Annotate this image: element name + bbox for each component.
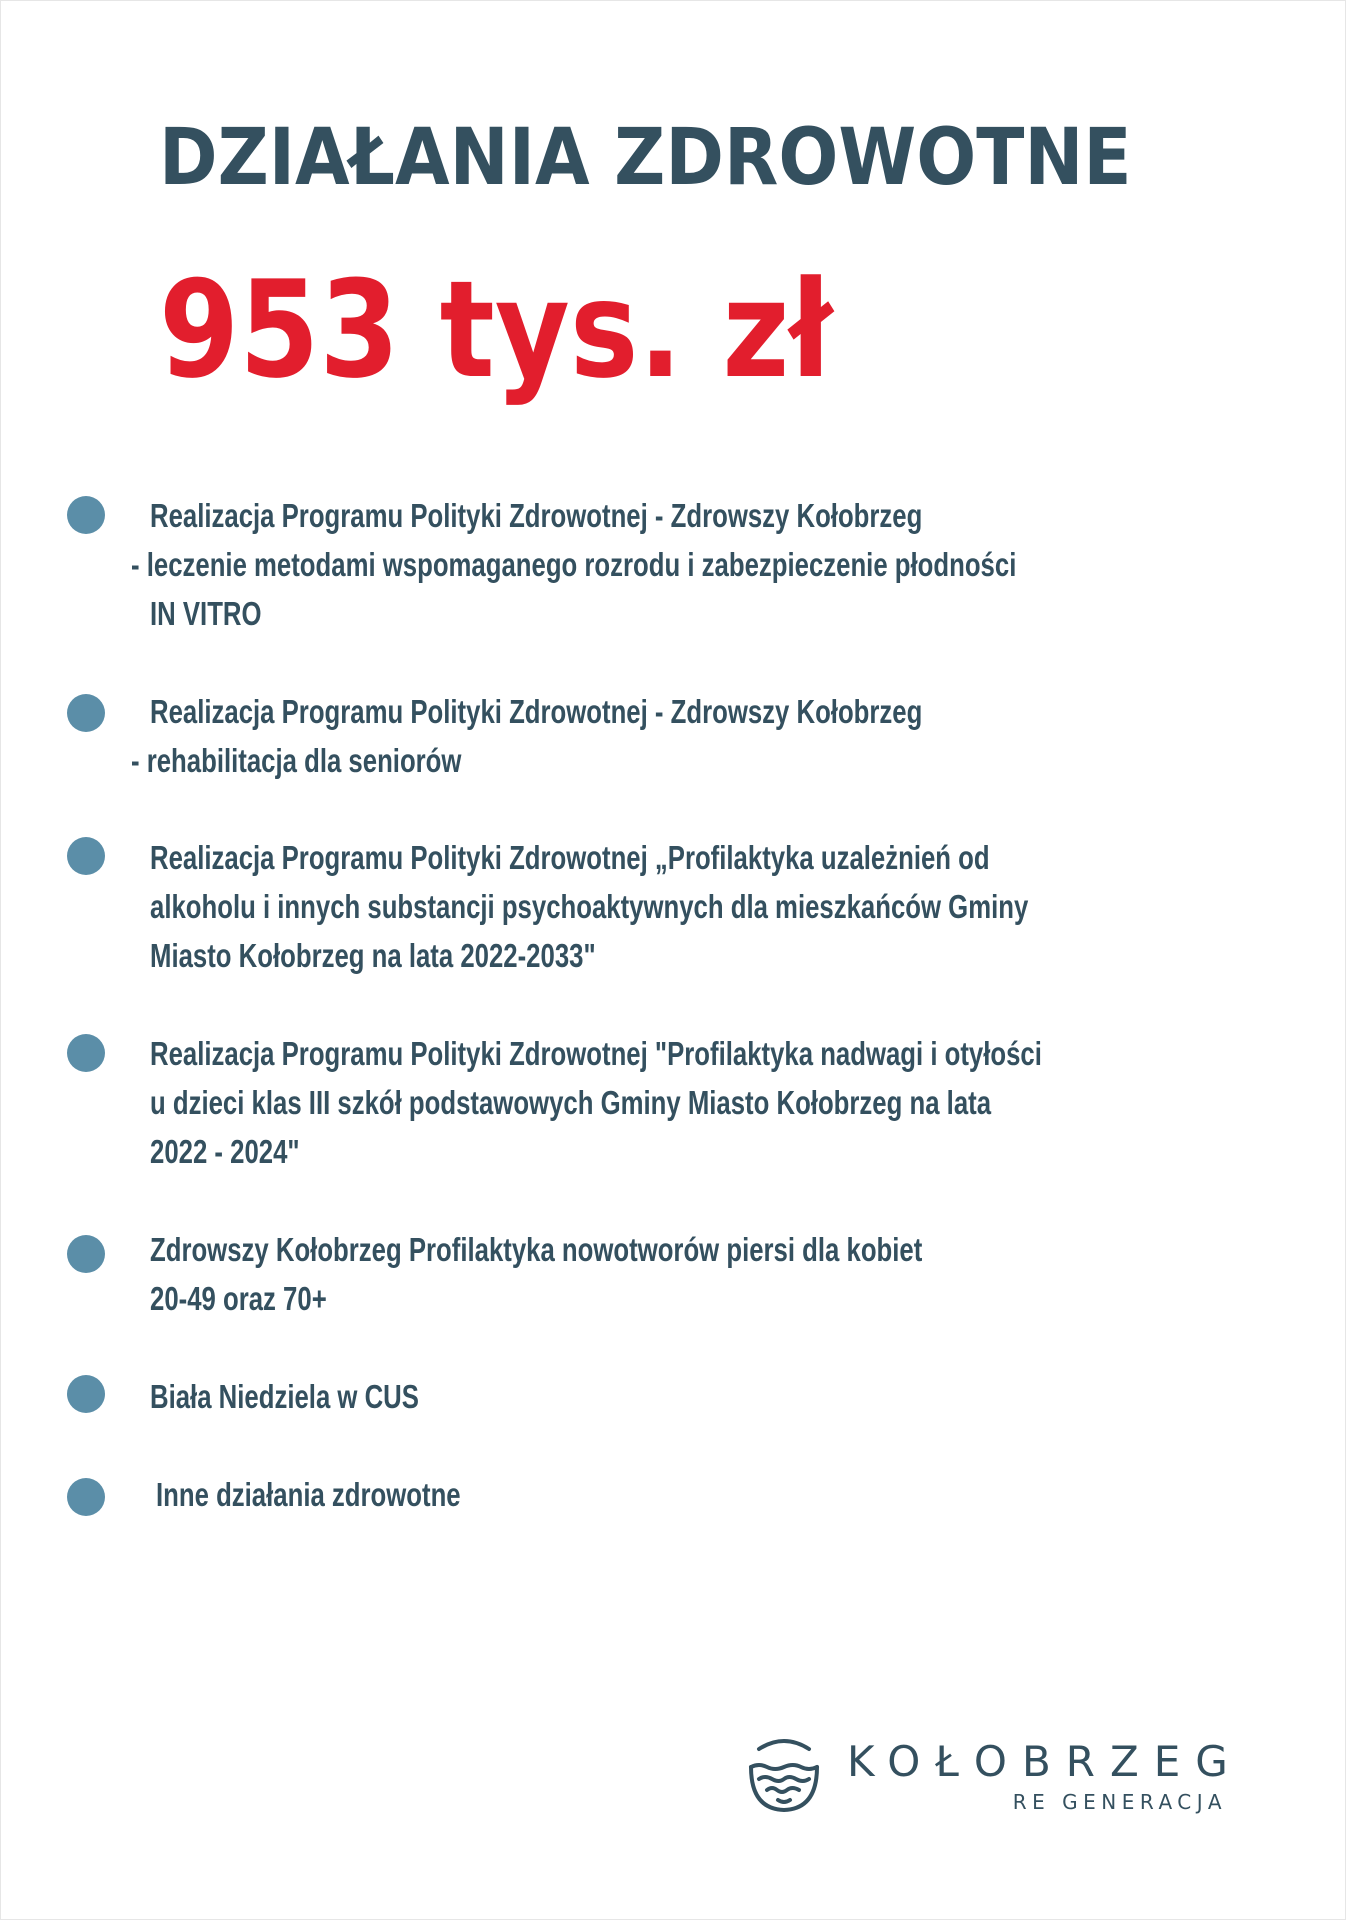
bullet-icon xyxy=(67,1235,105,1273)
list-item-line: - rehabilitacja dla seniorów xyxy=(131,742,462,779)
bullet-icon xyxy=(67,1478,105,1516)
logo-wordmark: KOŁOBRZEG xyxy=(847,1737,1243,1786)
list-item-line: - leczenie metodami wspomaganego rozrodu i zabezpieczenie płodności xyxy=(131,546,1017,583)
list-item-line: Zdrowszy Kołobrzeg Profilaktyka nowotworów piersi dla kobiet xyxy=(150,1231,923,1268)
kolobrzeg-wave-face-icon xyxy=(747,1737,821,1813)
bullet-icon xyxy=(67,694,105,732)
list-item-line: 20-49 oraz 70+ xyxy=(150,1280,327,1317)
page-title: DZIAŁANIA ZDROWOTNE xyxy=(159,113,1132,203)
list-item-line: IN VITRO xyxy=(150,595,262,632)
list-item-line: Realizacja Programu Polityki Zdrowotnej "Profilaktyka nadwagi i otyłości xyxy=(150,1035,1042,1072)
total-amount: 953 tys. zł xyxy=(159,252,833,408)
list-item-line: Miasto Kołobrzeg na lata 2022-2033" xyxy=(150,937,596,974)
list-item-line: alkoholu i innych substancji psychoaktywnych dla mieszkańców Gminy xyxy=(150,888,1029,925)
kolobrzeg-logo xyxy=(747,1737,1243,1817)
bullet-icon xyxy=(67,1375,105,1413)
list-item-line: u dzieci klas III szkół podstawowych Gminy Miasto Kołobrzeg na lata xyxy=(150,1084,992,1121)
list-item-line: Realizacja Programu Polityki Zdrowotnej - Zdrowszy Kołobrzeg xyxy=(150,497,923,534)
logo-tagline: RE GENERACJA xyxy=(1012,1790,1227,1814)
list-item-line: Realizacja Programu Polityki Zdrowotnej „Profilaktyka uzależnień od xyxy=(150,839,990,876)
bullet-icon xyxy=(67,496,105,534)
list-item-line: 2022 - 2024" xyxy=(150,1133,300,1170)
bullet-icon xyxy=(67,1034,105,1072)
list-item-line: Biała Niedziela w CUS xyxy=(150,1378,419,1415)
list-item-line: Realizacja Programu Polityki Zdrowotnej - Zdrowszy Kołobrzeg xyxy=(150,693,923,730)
bullet-icon xyxy=(67,837,105,875)
list-item-line: Inne działania zdrowotne xyxy=(156,1476,461,1513)
